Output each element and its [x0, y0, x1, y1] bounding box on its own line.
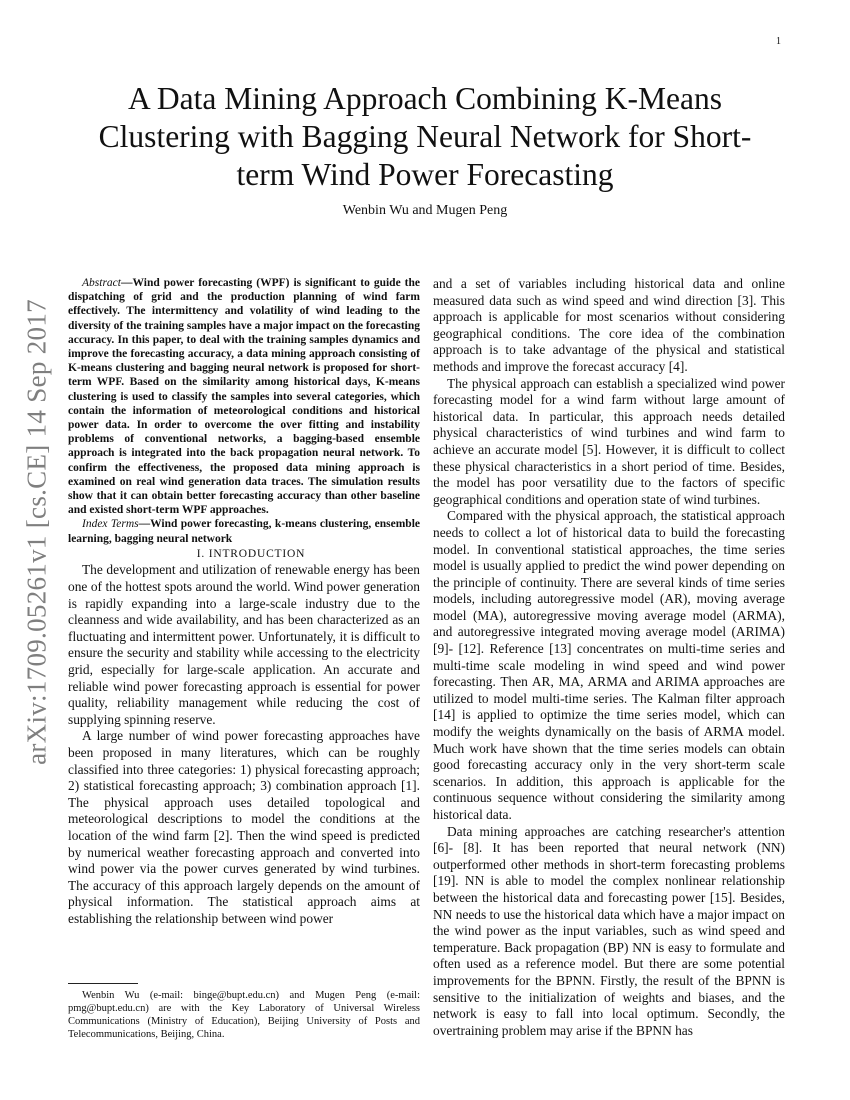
arxiv-identifier-text: arXiv:1709.05261v1 [cs.CE] 14 Sep 2017	[21, 299, 52, 765]
index-terms-label: Index Terms	[82, 518, 139, 531]
index-terms-text: —Wind power forecasting, k-means clustering, ensemble learning, bagging neural network	[68, 518, 420, 545]
index-terms	[68, 517, 420, 545]
abstract-text: —Wind power forecasting (WPF) is significant to guide the dispatching of grid and the production planning of wind farm effectively. The intermittency and volatility of wind leading to the diversity of the training samples have a major impact on the forecasting accuracy. In this paper, to deal with the training samples dynamics and improve the forecasting accuracy, a data mining approach consisting of K-means clustering and bagging neural network is proposed for short-term WPF. Based on the similarity among historical days, K-means clustering is used to classify the samples into several categories, which contain the information of meteorological conditions and historical power data. In order to overcome the over fitting and instability problems of conventional networks, a bagging-based ensemble approach is integrated into the back propagation neural network. To confirm the effectiveness, the proposed data mining approach is examined on real wind generation data traces. The simulation results show that it can obtain better forecasting accuracy than other baseline and existed short-term WPF approaches.	[68, 277, 420, 517]
page-number: 1	[776, 36, 781, 47]
paper-authors: Wenbin Wu and Mugen Peng	[342, 203, 508, 218]
body-paragraph: and a set of variables including historical data and online measured data such as wind speed and wind direction [3]. This approach is applicable for most scenarios without considering geographical conditions. The core idea of the combination approach is to take advantage of the physical and statistical methods and improve the forecast accuracy [4].	[433, 276, 785, 374]
body-paragraph: The physical approach can establish a specialized wind power forecasting model for a wind farm without large amount of historical data. In particular, this approach needs detailed physical characteristics of wind turbines and wind farm to achieve an accurate model [5]. However, it is difficult to collect these physical characteristics in a short period of time. Besides, the model has poor versatility due to the factors of specific geographical conditions and operation state of wind turbines.	[433, 375, 785, 507]
left-column	[68, 276, 420, 928]
right-column	[433, 276, 785, 1039]
abstract-label: Abstract	[82, 277, 121, 289]
arxiv-identifier-sidebar	[22, 297, 52, 767]
body-paragraph: Compared with the physical approach, the statistical approach needs to collect a lot of historical data to build the forecasting model. In conventional statistical approaches, the time series model is usually applied to predict the wind power depending on the principle of continuity. There are several kinds of time series models, including autoregressive model (AR), moving average model (MA), autoregressive moving average model (ARMA), and autoregressive integrated moving average model (ARIMA) [9]- [12]. Reference [13] concentrates on multi-time series and multi-time scale modeling in wind speed and wind power forecasting. Then AR, MA, ARMA and ARIMA approaches are utilized to model multi-time series. The Kalman filter approach [14] is applied to optimize the time series model, which can modify the weights dynamically on the basis of ARMA model. Much work have shown that the time series models can obtain good forecasting accuracy only in the very short-term scale scenarios. In addition, this approach is applicable for the continuous sequence without considering the similarity among historical data.	[433, 508, 785, 822]
footnote-rule	[68, 983, 138, 984]
author-footnote: Wenbin Wu (e-mail: binge@bupt.edu.cn) and Mugen Peng (e-mail: pmg@bupt.edu.cn) are with the Key Laboratory of Universal Wireless Communications (Ministry of Education), Beijing University of Posts and Telecommunications, Beijing, China.	[68, 990, 420, 1040]
paper-title: A Data Mining Approach Combining K-Means Clustering with Bagging Neural Network for Short-term Wind Power Forecasting	[98, 81, 752, 192]
body-paragraph: Data mining approaches are catching researcher's attention [6]- [8]. It has been reported that neural network (NN) outperformed other methods in short-term forecasting problems [19]. NN is able to model the complex nonlinear relationship between the historical data and forecasting power [15]. Besides, NN needs to use the historical data which have a major impact on the wind power as the input variables, such as wind speed and temperature. Back propagation (BP) NN is easy to formulate and often used as a reference model. But there are some potential improvements for the BPNN. Firstly, the result of the BPNN is sensitive to the initialization of weights and biases, and the network is easy to fall into local optimum. Secondly, the overtraining problem may arise if the BPNN has	[433, 823, 785, 1038]
body-paragraph: A large number of wind power forecasting approaches have been proposed in many literatures, which can be roughly classified into three categories: 1) physical forecasting approach; 2) statistical forecasting approach; 3) combination approach [1]. The physical approach uses detailed topological and meteorological descriptions to model the conditions at the location of the wind farm [2]. Then the wind speed is predicted by numerical weather forecasting approach and converted into wind power via the power curves generated by wind turbines. The accuracy of this approach largely depends on the amount of physical information. The statistical approach aims at establishing the relationship between wind power	[68, 728, 420, 926]
body-paragraph: The development and utilization of renewable energy has been one of the hottest spots around the world. Wind power generation is rapidly expanding into a large-scale industry due to the cleanness and wide availability, and has been characterized as an fluctuating and intermittent power. Unfortunately, it is difficult to ensure the security and stability while accessing to the electricity grid, especially for large-scale application. An accurate and reliable wind power forecasting approach is essential for power quality, reliability management while reducing the cost of supplying spinning reserve.	[68, 562, 420, 727]
section-heading-introduction: I. INTRODUCTION	[196, 547, 306, 560]
abstract	[68, 276, 420, 517]
